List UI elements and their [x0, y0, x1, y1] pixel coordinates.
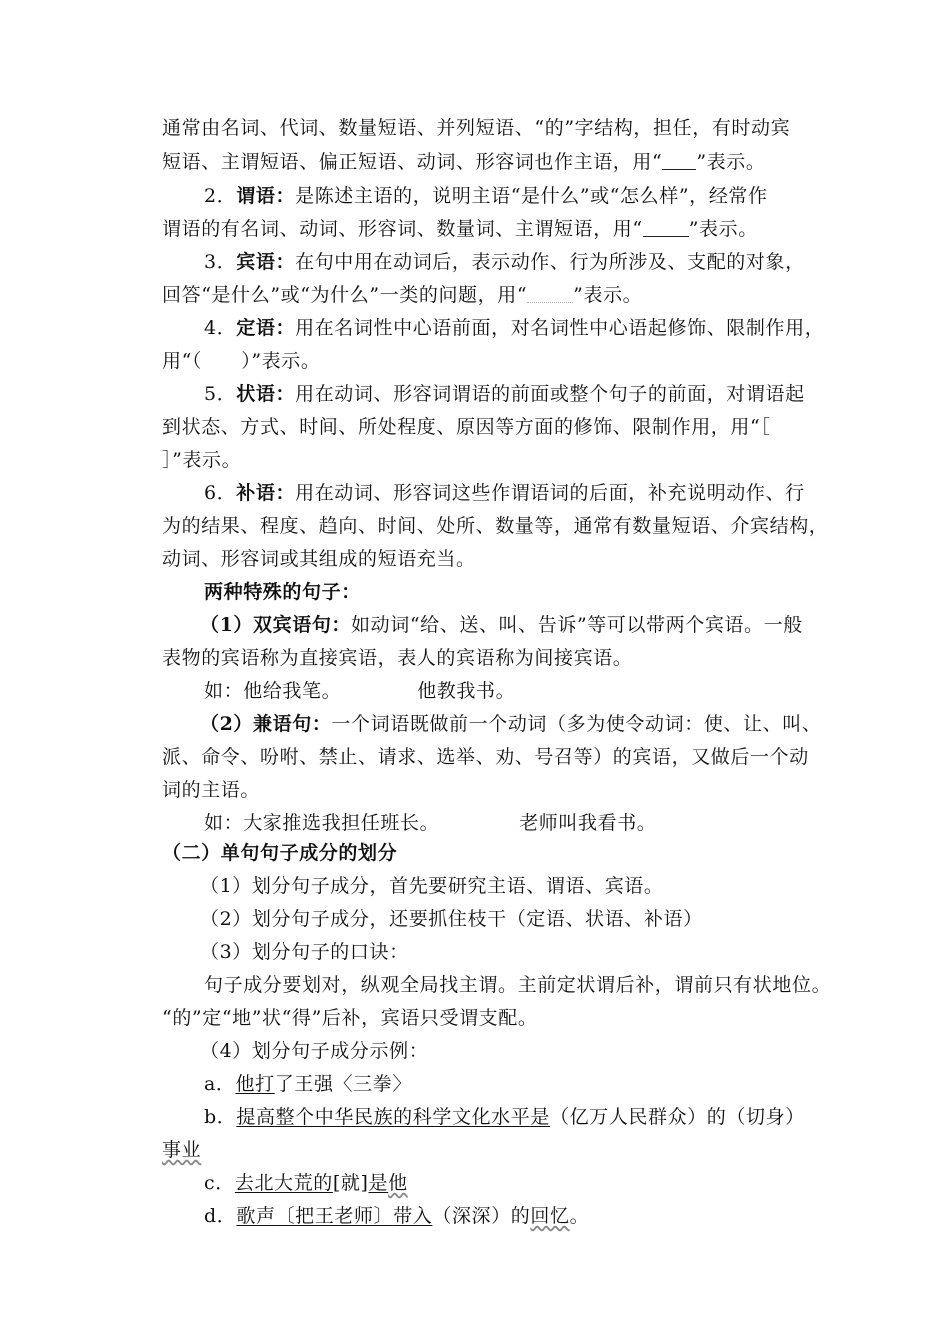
- double-object-line-1: [200, 613, 803, 637]
- double-object-examples: [204, 679, 515, 703]
- example-b-line-2: [162, 1138, 201, 1162]
- text: 到状态、方式、时间、所处程度、原因等方面的修饰、限制作用，用“［: [162, 416, 771, 438]
- subject-mark: 他: [235, 1073, 256, 1095]
- pivot-sentence-examples: [204, 811, 656, 835]
- text: ”表示。: [573, 284, 643, 306]
- text: 派、命令、吩咐、禁止、请求、选举、劝、号召等）的宾语，又做后一个动: [162, 746, 809, 768]
- item-number: 2．: [204, 185, 237, 207]
- text: 用在动词、形容词这些作谓语词的后面，补充说明动作、行: [295, 482, 805, 504]
- object-mark: 他: [388, 1172, 408, 1194]
- text: （1）划分句子成分，首先要研究主语、谓语、宾语。: [200, 875, 664, 897]
- rule-3: [200, 940, 409, 964]
- attributive-definition-line-2: [162, 349, 320, 373]
- text: ］”表示。: [162, 449, 242, 471]
- example-text: 如：他给我笔。: [204, 680, 342, 702]
- double-object-line-2: [162, 646, 632, 670]
- adverbial-mark: [就]: [332, 1172, 369, 1194]
- term-object: 宾语：: [236, 251, 296, 273]
- text: 用在动词、形容词谓语的前面或整个句子的前面，对谓语起: [295, 383, 805, 405]
- term-attributive: 定语：: [236, 317, 296, 339]
- term-predicate: 谓语：: [236, 185, 296, 207]
- text: “的”定“地”状“得”后补，宾语只受谓支配。: [162, 1007, 538, 1029]
- pivot-sentence-line-3: [162, 778, 260, 802]
- subject-mark: 去北大荒的: [234, 1172, 333, 1194]
- adverbial-definition-line-3: [162, 448, 241, 472]
- predicate-mark: 是: [368, 1172, 389, 1194]
- text: 如动词“给、送、叫、告诉”等可以带两个宾语。一般: [351, 614, 803, 636]
- text: 在句中用在动词后，表示动作、行为所涉及、支配的对象，: [295, 251, 805, 273]
- attributive-definition-line-1: [204, 316, 824, 340]
- term-complement: 补语：: [236, 482, 296, 504]
- text: 了王强〈三拳〉: [274, 1073, 412, 1095]
- predicate-mark: 带入: [393, 1205, 433, 1227]
- item-number: 3．: [204, 251, 237, 273]
- text: 句子成分要划对，纵观全局找主谓。主前定状谓后补，谓前只有状地位。: [204, 974, 832, 996]
- adverbial-definition-line-2: [162, 415, 770, 439]
- adverbial-mark: 〔把王老师〕: [275, 1205, 394, 1227]
- text: （4）划分句子成分示例：: [200, 1040, 429, 1062]
- text: ”表示。: [696, 151, 766, 173]
- text: 回答“是什么”或“为什么”一类的问题，用“: [162, 284, 528, 306]
- object-definition-line-2: [162, 283, 642, 307]
- text: （深深）的: [432, 1205, 531, 1227]
- special-sentences-heading: [204, 580, 361, 604]
- predicate-definition-line-2: [162, 217, 758, 241]
- text: 用在名词性中心语前面，对名词性中心语起修饰、限制作用，: [295, 317, 825, 339]
- text: 通常由名词、代词、数量短语、并列短语、“的”字结构，担任，有时动宾: [162, 117, 791, 139]
- predicate-mark: 打: [255, 1073, 275, 1095]
- text: 动词、形容词或其组成的短语充当。: [162, 548, 476, 570]
- single-underline-mark: [643, 220, 689, 237]
- predicate-mark: 是: [530, 1106, 550, 1128]
- example-label: c．: [204, 1172, 235, 1194]
- example-b-line-1: [204, 1105, 805, 1129]
- item-number: 4．: [204, 317, 237, 339]
- wavy-underline-mark: [527, 286, 573, 303]
- example-c: [204, 1171, 408, 1195]
- pivot-sentence-line-2: [162, 745, 809, 769]
- example-label: d．: [204, 1205, 237, 1227]
- text: 为的结果、程度、趋向、时间、处所、数量等，通常有数量短语、介宾结构，: [162, 515, 829, 537]
- mnemonic-line-1: [204, 973, 831, 997]
- text: 一个词语既做前一个动词（多为使令动词：使、让、叫、: [331, 713, 822, 735]
- rule-2: [200, 907, 703, 931]
- term-double-object: （1）双宾语句：: [200, 614, 352, 636]
- example-text: 老师叫我看书。: [519, 812, 657, 834]
- text: 用“（ ）”表示。: [162, 350, 321, 372]
- example-d: [204, 1204, 589, 1228]
- text: 是陈述主语的，说明主语“是什么”或“怎么样”，经常作: [295, 185, 768, 207]
- text: 谓语的有名词、动词、形容词、数量词、主谓短语，用“: [162, 218, 643, 240]
- example-a: [204, 1072, 412, 1096]
- subject-mark: 歌声: [236, 1205, 276, 1227]
- predicate-definition-line-1: [204, 184, 768, 208]
- term-pivot-sentence: （2）兼语句：: [200, 713, 332, 735]
- item-number: 5．: [204, 383, 237, 405]
- term-adverbial: 状语：: [236, 383, 296, 405]
- item-number: 6．: [204, 482, 237, 504]
- text: 两种特殊的句子：: [204, 581, 361, 603]
- object-definition-line-1: [204, 250, 805, 274]
- subject-text-line-2: [162, 150, 765, 174]
- double-underline-mark: [662, 153, 696, 170]
- object-mark: 回忆: [530, 1205, 570, 1227]
- rule-1: [200, 874, 664, 898]
- example-text: 如：大家推选我担任班长。: [204, 812, 440, 834]
- mnemonic-line-2: [162, 1006, 537, 1030]
- text: 表物的宾语称为直接宾语，表人的宾语称为间接宾语。: [162, 647, 633, 669]
- text: 短语、主谓短语、偏正短语、动词、形容词也作主语，用“: [162, 151, 663, 173]
- subject-text-line-1: [162, 116, 790, 140]
- text: ”表示。: [688, 218, 758, 240]
- adverbial-definition-line-1: [204, 382, 805, 406]
- text: （3）划分句子的口诀：: [200, 941, 409, 963]
- text: 。: [569, 1205, 590, 1227]
- text: 词的主语。: [162, 779, 261, 801]
- text: （二）单句句子成分的划分: [162, 842, 398, 864]
- complement-definition-line-2: [162, 514, 828, 538]
- example-label: a．: [204, 1073, 236, 1095]
- text: （亿万人民群众）的（切身）: [550, 1106, 805, 1128]
- example-text: 他教我书。: [417, 680, 516, 702]
- example-label: b．: [204, 1106, 237, 1128]
- object-mark: 事业: [162, 1139, 202, 1161]
- rule-4: [200, 1039, 428, 1063]
- subject-mark: 提高整个中华民族的科学文化水平: [236, 1106, 531, 1128]
- text: （2）划分句子成分，还要抓住枝干（定语、状语、补语）: [200, 908, 703, 930]
- section-heading: [162, 841, 397, 865]
- pivot-sentence-line-1: [200, 712, 821, 736]
- complement-definition-line-1: [204, 481, 805, 505]
- complement-definition-line-3: [162, 547, 476, 571]
